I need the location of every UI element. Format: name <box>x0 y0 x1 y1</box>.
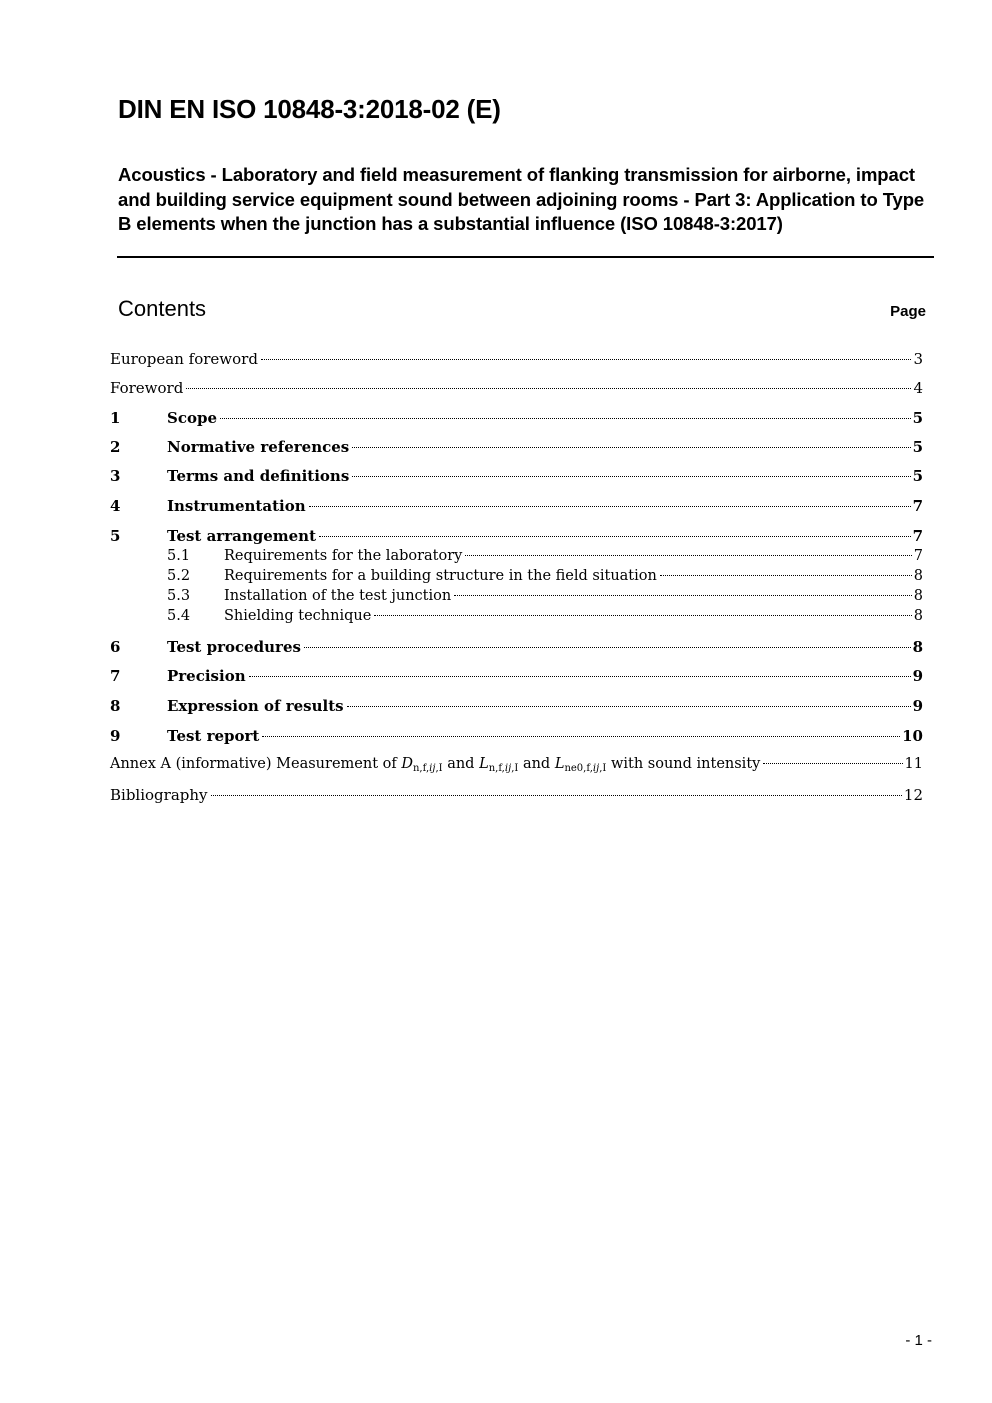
toc-entry-title: Precision <box>167 667 246 685</box>
dot-leader <box>352 447 910 448</box>
toc-entry-instrumentation[interactable] <box>110 497 923 515</box>
toc-entry-page: 3 <box>913 350 923 368</box>
page-number: - 1 - <box>905 1332 932 1349</box>
toc-entry-title: Test arrangement <box>167 527 317 545</box>
toc-entry-scope[interactable] <box>110 409 923 427</box>
toc-entry-title: Scope <box>167 409 218 427</box>
dot-leader <box>660 575 912 576</box>
toc-entry-title: Normative references <box>167 438 350 456</box>
toc-entry-number: 6 <box>110 638 121 656</box>
symbol-subscript: n,f, <box>488 763 505 774</box>
toc-entry-page: 5 <box>912 438 923 456</box>
symbol-subscript-italic: ij <box>429 763 436 774</box>
toc-entry-number: 5 <box>110 527 121 545</box>
toc-entry-page: 8 <box>912 638 923 656</box>
toc-entry-page: 7 <box>913 548 923 564</box>
toc-entry-installation-test-junction[interactable] <box>110 588 923 604</box>
symbol-subscript: ,I <box>511 763 519 774</box>
toc-entry-page: 8 <box>913 568 923 584</box>
symbol-subscript-italic: ij <box>592 763 600 774</box>
toc-entry-number: 5.3 <box>167 588 191 604</box>
toc-entry-page: 8 <box>913 608 923 624</box>
dot-leader <box>374 615 911 616</box>
dot-leader <box>220 418 911 419</box>
dot-leader <box>309 506 911 507</box>
annex-connector: and <box>447 756 475 772</box>
symbol-l-n-f-ij <box>479 756 518 772</box>
toc-entry-number: 3 <box>110 467 121 485</box>
symbol-l-ne0-f-ij <box>555 756 607 772</box>
dot-leader <box>454 595 912 596</box>
toc-entry-page: 9 <box>912 667 923 685</box>
dot-leader <box>465 555 911 556</box>
toc-entry-title: Test report <box>167 727 260 745</box>
toc-entry-title: Expression of results <box>167 697 344 715</box>
dot-leader <box>304 647 911 648</box>
contents-heading: Contents <box>118 296 207 321</box>
annex-suffix: with sound intensity <box>610 756 761 772</box>
dot-leader <box>249 676 911 677</box>
symbol-letter: D <box>401 756 413 772</box>
toc-entry-page: 9 <box>912 697 923 715</box>
toc-entry-title: Requirements for a building structure in the field situation <box>224 568 657 584</box>
toc-entry-page: 7 <box>912 527 923 545</box>
toc-entry-test-arrangement[interactable] <box>110 527 923 545</box>
toc-entry-number: 5.4 <box>167 608 191 624</box>
dot-leader <box>262 736 900 737</box>
dot-leader <box>763 763 902 764</box>
toc-entry-page: 11 <box>904 756 923 772</box>
toc-entry-page: 7 <box>912 497 923 515</box>
toc-entry-number: 8 <box>110 697 121 715</box>
toc-entry-number: 7 <box>110 667 121 685</box>
document-title: DIN EN ISO 10848-3:2018-02 (E) <box>118 94 501 124</box>
toc-entry-page: 10 <box>902 727 923 745</box>
symbol-letter: L <box>554 756 565 772</box>
document-subtitle: Acoustics - Laboratory and field measurement of flanking transmission for airborne, impact and building service equipment sound between adjoining rooms - Part 3: Application to Type B elements when the junction has a substantial influence (ISO 10848-3:2017) <box>118 164 925 234</box>
toc-entry-title: Instrumentation <box>167 497 306 515</box>
symbol-subscript: ne0,f, <box>564 763 593 774</box>
toc-entry-title: Test procedures <box>167 638 301 656</box>
toc-entry-number: 5.1 <box>167 548 191 564</box>
toc-entry-bibliography[interactable] <box>110 786 923 804</box>
toc-entry-title <box>110 756 760 774</box>
toc-entry-requirements-field[interactable] <box>110 568 923 584</box>
toc-entry-test-report[interactable] <box>110 727 923 745</box>
title-divider <box>117 256 934 258</box>
toc-entry-european-foreword[interactable] <box>110 350 923 368</box>
dot-leader <box>319 536 911 537</box>
dot-leader <box>352 476 910 477</box>
symbol-subscript: ,I <box>435 763 443 774</box>
dot-leader <box>186 388 911 389</box>
dot-leader <box>261 359 912 360</box>
toc-entry-page: 5 <box>912 409 923 427</box>
symbol-d-n-f-ij <box>401 756 442 772</box>
toc-entry-page: 8 <box>913 588 923 604</box>
annex-connector: and <box>522 756 551 772</box>
toc-entry-number: 5.2 <box>167 568 191 584</box>
toc-entry-page: 12 <box>903 786 923 804</box>
toc-entry-title: Shielding technique <box>224 608 372 624</box>
toc-entry-page: 5 <box>912 467 923 485</box>
toc-entry-title: European foreword <box>110 350 258 368</box>
toc-entry-shielding-technique[interactable] <box>110 608 923 624</box>
page-column-label: Page <box>890 303 926 320</box>
toc-entry-requirements-laboratory[interactable] <box>110 548 923 564</box>
toc-entry-expression-of-results[interactable] <box>110 697 923 715</box>
dot-leader <box>347 706 911 707</box>
toc-entry-test-procedures[interactable] <box>110 638 923 656</box>
toc-entry-precision[interactable] <box>110 667 923 685</box>
toc-entry-number: 2 <box>110 438 121 456</box>
toc-entry-normative-references[interactable] <box>110 438 923 456</box>
toc-entry-number: 4 <box>110 497 121 515</box>
symbol-subscript-italic: ij <box>504 763 512 774</box>
toc-entry-title: Terms and definitions <box>167 467 350 485</box>
toc-entry-title: Foreword <box>110 379 184 397</box>
toc-entry-number: 1 <box>110 409 121 427</box>
symbol-subscript: n,f, <box>412 763 430 774</box>
toc-entry-title: Requirements for the laboratory <box>224 548 463 564</box>
toc-entry-title: Installation of the test junction <box>224 588 452 604</box>
dot-leader <box>211 795 902 796</box>
symbol-subscript: ,I <box>599 763 607 774</box>
toc-entry-title: Bibliography <box>110 786 208 804</box>
toc-entry-number: 9 <box>110 727 121 745</box>
symbol-letter: L <box>479 756 489 772</box>
toc-entry-terms-and-definitions[interactable] <box>110 467 923 485</box>
toc-entry-page: 4 <box>913 379 923 397</box>
annex-prefix: Annex A (informative) Measurement of <box>110 756 397 772</box>
toc-entry-annex-a[interactable] <box>110 756 923 774</box>
toc-entry-foreword[interactable] <box>110 379 923 397</box>
